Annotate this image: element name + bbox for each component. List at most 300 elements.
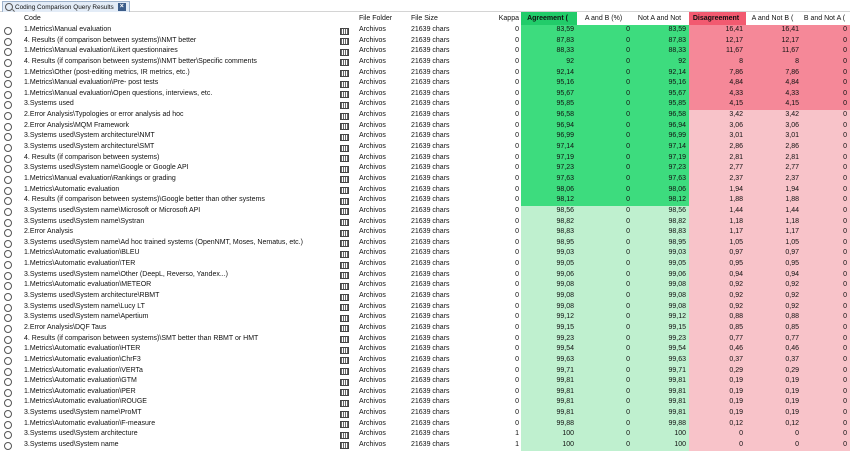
radio-button[interactable] [4, 197, 12, 205]
table-row[interactable] [0, 419, 850, 430]
size-cell: 21639 chars [411, 79, 450, 87]
b-not-a-cell: 0 [802, 25, 850, 36]
size-cell: 21639 chars [411, 164, 450, 172]
row-select[interactable] [0, 163, 20, 174]
a-and-b-cell: 0 [577, 397, 633, 408]
code-cell: 1.Metrics\Automatic evaluation\METEOR [24, 281, 152, 289]
disagreement-cell: 2,37 [689, 174, 746, 185]
radio-button[interactable] [4, 431, 12, 439]
table-row[interactable] [0, 291, 850, 302]
agreement-cell: 98,82 [521, 217, 577, 228]
table-icon [340, 91, 349, 98]
disagreement-cell: 3,01 [689, 131, 746, 142]
row-select[interactable] [0, 68, 20, 79]
radio-button[interactable] [4, 144, 12, 152]
table-row[interactable] [0, 355, 850, 366]
row-select[interactable] [0, 302, 20, 313]
file-icon [334, 185, 359, 196]
radio-button[interactable] [4, 261, 12, 269]
radio-button[interactable] [4, 399, 12, 407]
kappa-cell: 0 [515, 238, 519, 246]
code-cell: 2.Error Analysis [24, 228, 74, 236]
not-a-not-b-cell: 99,12 [633, 312, 689, 323]
kappa-cell: 1 [515, 440, 519, 448]
tab-coding-comparison[interactable] [2, 1, 130, 12]
disagreement-cell: 16,41 [689, 25, 746, 36]
table-row[interactable] [0, 142, 850, 153]
header-a-not-b[interactable]: A and Not B ( [751, 15, 794, 22]
row-select[interactable] [0, 185, 20, 196]
table-row[interactable] [0, 334, 850, 345]
table-row[interactable] [0, 248, 850, 259]
header-code[interactable]: Code [24, 15, 41, 22]
row-select[interactable] [0, 36, 20, 47]
kappa-cell: 0 [515, 217, 519, 225]
table-icon [340, 123, 349, 130]
row-select[interactable] [0, 195, 20, 206]
b-not-a-cell: 0 [802, 312, 850, 323]
row-select[interactable] [0, 291, 20, 302]
row-select[interactable] [0, 153, 20, 164]
file-icon [334, 440, 359, 451]
radio-button[interactable] [4, 219, 12, 227]
code-cell: 1.Metrics\Automatic evaluation\BLEU [24, 249, 140, 257]
agreement-cell: 99,08 [521, 291, 577, 302]
kappa-cell: 0 [515, 57, 519, 65]
radio-button[interactable] [4, 250, 12, 258]
table-row[interactable] [0, 259, 850, 270]
table-row[interactable] [0, 131, 850, 142]
code-cell: 4. Results (if comparison between systems)\Google better than other systems [24, 196, 265, 204]
table-row[interactable] [0, 376, 850, 387]
table-row[interactable] [0, 270, 850, 281]
a-and-b-cell: 0 [577, 355, 633, 366]
radio-button[interactable] [4, 389, 12, 397]
table-icon [340, 432, 349, 439]
table-row[interactable] [0, 366, 850, 377]
not-a-not-b-cell: 98,83 [633, 227, 689, 238]
a-not-b-cell: 1,18 [746, 217, 802, 228]
table-row[interactable] [0, 312, 850, 323]
header-b-not-a[interactable]: B and Not A ( [803, 15, 846, 22]
radio-button[interactable] [4, 240, 12, 248]
table-icon [340, 315, 349, 322]
agreement-cell: 99,06 [521, 270, 577, 281]
table-icon [340, 294, 349, 301]
row-select[interactable] [0, 355, 20, 366]
row-select[interactable] [0, 78, 20, 89]
radio-button[interactable] [4, 48, 12, 56]
row-select[interactable] [0, 142, 20, 153]
radio-button[interactable] [4, 357, 12, 365]
b-not-a-cell: 0 [802, 131, 850, 142]
size-cell: 21639 chars [411, 366, 450, 374]
size-cell: 21639 chars [411, 249, 450, 257]
a-not-b-cell: 0,77 [746, 334, 802, 345]
code-cell: 3.Systems used\System name\Other (DeepL, Reverso, Yandex...) [24, 270, 228, 278]
a-and-b-cell: 0 [577, 344, 633, 355]
agreement-cell: 99,63 [521, 355, 577, 366]
file-icon [334, 142, 359, 153]
table-row[interactable] [0, 440, 850, 451]
b-not-a-cell: 0 [802, 302, 850, 313]
b-not-a-cell: 0 [802, 185, 850, 196]
header-select [0, 12, 20, 25]
table-row[interactable] [0, 387, 850, 398]
row-select[interactable] [0, 259, 20, 270]
radio-button[interactable] [4, 282, 12, 290]
radio-button[interactable] [4, 59, 12, 67]
header-kappa[interactable]: Kappa [498, 15, 519, 22]
radio-button[interactable] [4, 421, 12, 429]
folder-cell: Archivos [359, 121, 386, 129]
radio-button[interactable] [4, 229, 12, 237]
file-icon [334, 57, 359, 68]
b-not-a-cell: 0 [802, 153, 850, 164]
size-cell: 21639 chars [411, 111, 450, 119]
agreement-cell: 99,05 [521, 259, 577, 270]
radio-button[interactable] [4, 133, 12, 141]
header-folder[interactable]: File Folder [359, 15, 393, 22]
row-select[interactable] [0, 419, 20, 430]
file-icon [334, 153, 359, 164]
table-row[interactable] [0, 429, 850, 440]
table-row[interactable] [0, 36, 850, 47]
kappa-cell: 0 [515, 47, 519, 55]
agreement-cell: 99,03 [521, 248, 577, 259]
not-a-not-b-cell: 97,63 [633, 174, 689, 185]
disagreement-cell: 0 [689, 440, 746, 451]
a-not-b-cell: 0,92 [746, 291, 802, 302]
table-row[interactable] [0, 89, 850, 100]
table-icon [340, 325, 349, 332]
folder-cell: Archivos [359, 79, 386, 87]
radio-button[interactable] [4, 272, 12, 280]
size-cell: 21639 chars [411, 281, 450, 289]
header-size[interactable]: File Size [411, 15, 438, 22]
folder-cell: Archivos [359, 174, 386, 182]
radio-button[interactable] [4, 346, 12, 354]
folder-cell: Archivos [359, 249, 386, 257]
size-cell: 21639 chars [411, 228, 450, 236]
not-a-not-b-cell: 99,63 [633, 355, 689, 366]
a-not-b-cell: 0 [746, 429, 802, 440]
row-select[interactable] [0, 312, 20, 323]
row-select[interactable] [0, 323, 20, 334]
header-a-and-b[interactable]: A and B (%) [584, 15, 623, 22]
folder-cell: Archivos [359, 260, 386, 268]
row-select[interactable] [0, 387, 20, 398]
table-icon [340, 272, 349, 279]
folder-cell: Archivos [359, 153, 386, 161]
row-select[interactable] [0, 174, 20, 185]
folder-cell: Archivos [359, 323, 386, 331]
row-select[interactable] [0, 397, 20, 408]
row-select[interactable] [0, 57, 20, 68]
table-row[interactable] [0, 121, 850, 132]
row-select[interactable] [0, 206, 20, 217]
radio-button[interactable] [4, 187, 12, 195]
file-icon [334, 387, 359, 398]
not-a-not-b-cell: 99,06 [633, 270, 689, 281]
row-select[interactable] [0, 131, 20, 142]
b-not-a-cell: 0 [802, 163, 850, 174]
kappa-cell: 0 [515, 26, 519, 33]
code-cell: 3.Systems used\System name\Google or Google API [24, 164, 189, 172]
radio-button[interactable] [4, 378, 12, 386]
size-cell: 21639 chars [411, 409, 450, 417]
table-body [0, 25, 850, 451]
table-row[interactable] [0, 280, 850, 291]
table-icon [340, 49, 349, 56]
file-icon [334, 291, 359, 302]
header-agreement[interactable]: Agreement ( [521, 12, 577, 25]
disagreement-cell: 2,77 [689, 163, 746, 174]
not-a-not-b-cell: 99,81 [633, 387, 689, 398]
radio-button[interactable] [4, 368, 12, 376]
row-select[interactable] [0, 46, 20, 57]
folder-cell: Archivos [359, 292, 386, 300]
agreement-cell: 98,12 [521, 195, 577, 206]
radio-button[interactable] [4, 155, 12, 163]
kappa-cell: 0 [515, 143, 519, 151]
radio-button[interactable] [4, 293, 12, 301]
size-cell: 21639 chars [411, 345, 450, 353]
folder-cell: Archivos [359, 26, 386, 33]
row-select[interactable] [0, 429, 20, 440]
not-a-not-b-cell: 100 [633, 429, 689, 440]
a-and-b-cell: 0 [577, 78, 633, 89]
a-not-b-cell: 0,92 [746, 280, 802, 291]
header-not-a-not-b[interactable]: Not A and Not [637, 15, 682, 22]
row-select[interactable] [0, 334, 20, 345]
size-cell: 21639 chars [411, 185, 450, 193]
row-select[interactable] [0, 248, 20, 259]
row-select[interactable] [0, 366, 20, 377]
radio-button[interactable] [4, 101, 12, 109]
radio-button[interactable] [4, 112, 12, 120]
radio-button[interactable] [4, 123, 12, 131]
folder-cell: Archivos [359, 89, 386, 97]
b-not-a-cell: 0 [802, 355, 850, 366]
b-not-a-cell: 0 [802, 397, 850, 408]
table-row[interactable] [0, 302, 850, 313]
row-select[interactable] [0, 89, 20, 100]
kappa-cell: 0 [515, 185, 519, 193]
not-a-not-b-cell: 99,03 [633, 248, 689, 259]
row-select[interactable] [0, 217, 20, 228]
a-not-b-cell: 2,37 [746, 174, 802, 185]
radio-button[interactable] [4, 70, 12, 78]
size-cell: 21639 chars [411, 377, 450, 385]
radio-button[interactable] [4, 38, 12, 46]
radio-button[interactable] [4, 208, 12, 216]
a-and-b-cell: 0 [577, 36, 633, 47]
code-cell: 1.Metrics\Manual evaluation\Pre- post tests [24, 79, 159, 87]
b-not-a-cell: 0 [802, 174, 850, 185]
table-row[interactable] [0, 174, 850, 185]
code-cell: 1.Metrics\Manual evaluation\Open questions, interviews, etc. [24, 89, 213, 97]
file-icon [334, 312, 359, 323]
radio-button[interactable] [4, 176, 12, 184]
table-row[interactable] [0, 153, 850, 164]
a-and-b-cell: 0 [577, 323, 633, 334]
agreement-cell: 100 [521, 440, 577, 451]
a-and-b-cell: 0 [577, 131, 633, 142]
row-select[interactable] [0, 280, 20, 291]
radio-button[interactable] [4, 314, 12, 322]
a-not-b-cell: 0,85 [746, 323, 802, 334]
table-icon [340, 102, 349, 109]
table-icon [340, 230, 349, 237]
row-select[interactable] [0, 99, 20, 110]
row-select[interactable] [0, 25, 20, 36]
radio-button[interactable] [4, 27, 12, 35]
a-and-b-cell: 0 [577, 227, 633, 238]
table-row[interactable] [0, 217, 850, 228]
code-cell: 1.Metrics\Automatic evaluation\ChrF3 [24, 355, 141, 363]
disagreement-cell: 1,94 [689, 185, 746, 196]
row-select[interactable] [0, 440, 20, 451]
a-not-b-cell: 0,94 [746, 270, 802, 281]
close-icon[interactable]: × [119, 3, 124, 10]
row-select[interactable] [0, 270, 20, 281]
table-row[interactable] [0, 397, 850, 408]
folder-cell: Archivos [359, 132, 386, 140]
disagreement-cell: 0,19 [689, 408, 746, 419]
agreement-cell: 97,63 [521, 174, 577, 185]
kappa-cell: 0 [515, 260, 519, 268]
disagreement-cell: 4,15 [689, 99, 746, 110]
radio-button[interactable] [4, 410, 12, 418]
kappa-cell: 0 [515, 89, 519, 97]
code-cell: 1.Metrics\Manual evaluation [24, 26, 112, 33]
disagreement-cell: 0,12 [689, 419, 746, 430]
radio-button[interactable] [4, 91, 12, 99]
radio-button[interactable] [4, 80, 12, 88]
agreement-cell: 88,33 [521, 46, 577, 57]
row-select[interactable] [0, 376, 20, 387]
size-cell: 21639 chars [411, 174, 450, 182]
folder-cell: Archivos [359, 313, 386, 321]
not-a-not-b-cell: 99,88 [633, 419, 689, 430]
table-row[interactable] [0, 68, 850, 79]
code-cell: 4. Results (if comparison between systems) [24, 153, 160, 161]
row-select[interactable] [0, 121, 20, 132]
radio-button[interactable] [4, 165, 12, 173]
a-and-b-cell: 0 [577, 185, 633, 196]
row-select[interactable] [0, 227, 20, 238]
not-a-not-b-cell: 92,14 [633, 68, 689, 79]
code-cell: 1.Metrics\Manual evaluation\Rankings or grading [24, 174, 176, 182]
radio-button[interactable] [4, 336, 12, 344]
table-row[interactable] [0, 57, 850, 68]
file-icon [334, 99, 359, 110]
not-a-not-b-cell: 97,19 [633, 153, 689, 164]
table-row[interactable] [0, 78, 850, 89]
disagreement-cell: 2,86 [689, 142, 746, 153]
folder-cell: Archivos [359, 47, 386, 55]
radio-button[interactable] [4, 304, 12, 312]
folder-cell: Archivos [359, 355, 386, 363]
folder-cell: Archivos [359, 238, 386, 246]
not-a-not-b-cell: 98,06 [633, 185, 689, 196]
table-row[interactable] [0, 46, 850, 57]
radio-button[interactable] [4, 325, 12, 333]
table-row[interactable] [0, 110, 850, 121]
not-a-not-b-cell: 99,08 [633, 291, 689, 302]
table-row[interactable] [0, 185, 850, 196]
a-not-b-cell: 0,19 [746, 376, 802, 387]
disagreement-cell: 0,92 [689, 280, 746, 291]
table-row[interactable] [0, 227, 850, 238]
not-a-not-b-cell: 99,81 [633, 397, 689, 408]
agreement-cell: 99,81 [521, 376, 577, 387]
file-icon [334, 259, 359, 270]
row-select[interactable] [0, 344, 20, 355]
table-row[interactable] [0, 163, 850, 174]
table-icon [340, 442, 349, 449]
table-row[interactable] [0, 408, 850, 419]
row-select[interactable] [0, 238, 20, 249]
kappa-cell: 0 [515, 36, 519, 44]
not-a-not-b-cell: 98,12 [633, 195, 689, 206]
a-not-b-cell: 12,17 [746, 36, 802, 47]
file-icon [334, 302, 359, 313]
radio-button[interactable] [4, 442, 12, 450]
size-cell: 21639 chars [411, 292, 450, 300]
row-select[interactable] [0, 110, 20, 121]
a-not-b-cell: 0,19 [746, 397, 802, 408]
table-row[interactable] [0, 323, 850, 334]
table-icon [340, 400, 349, 407]
table-row[interactable] [0, 25, 850, 36]
file-icon [334, 344, 359, 355]
header-disagreement[interactable]: Disagreement [689, 12, 746, 25]
disagreement-cell: 0,95 [689, 259, 746, 270]
b-not-a-cell: 0 [802, 110, 850, 121]
table-icon [340, 145, 349, 152]
agreement-cell: 95,85 [521, 99, 577, 110]
b-not-a-cell: 0 [802, 440, 850, 451]
size-cell: 21639 chars [411, 387, 450, 395]
table-row[interactable] [0, 238, 850, 249]
table-icon [340, 113, 349, 120]
table-row[interactable] [0, 206, 850, 217]
file-icon [334, 89, 359, 100]
row-select[interactable] [0, 408, 20, 419]
table-row[interactable] [0, 344, 850, 355]
kappa-cell: 0 [515, 196, 519, 204]
table-row[interactable] [0, 195, 850, 206]
file-icon [334, 174, 359, 185]
agreement-cell: 99,08 [521, 302, 577, 313]
agreement-cell: 99,88 [521, 419, 577, 430]
b-not-a-cell: 0 [802, 217, 850, 228]
code-cell: 3.Systems used\System name\Ad hoc trained systems (OpenNMT, Moses, Nematus, etc.) [24, 238, 303, 246]
b-not-a-cell: 0 [802, 248, 850, 259]
b-not-a-cell: 0 [802, 121, 850, 132]
a-not-b-cell: 0,95 [746, 259, 802, 270]
disagreement-cell: 0,37 [689, 355, 746, 366]
table-icon [340, 251, 349, 258]
size-cell: 21639 chars [411, 430, 450, 438]
a-not-b-cell: 0,19 [746, 387, 802, 398]
b-not-a-cell: 0 [802, 46, 850, 57]
table-row[interactable] [0, 99, 850, 110]
kappa-cell: 0 [515, 302, 519, 310]
table-icon [340, 347, 349, 354]
